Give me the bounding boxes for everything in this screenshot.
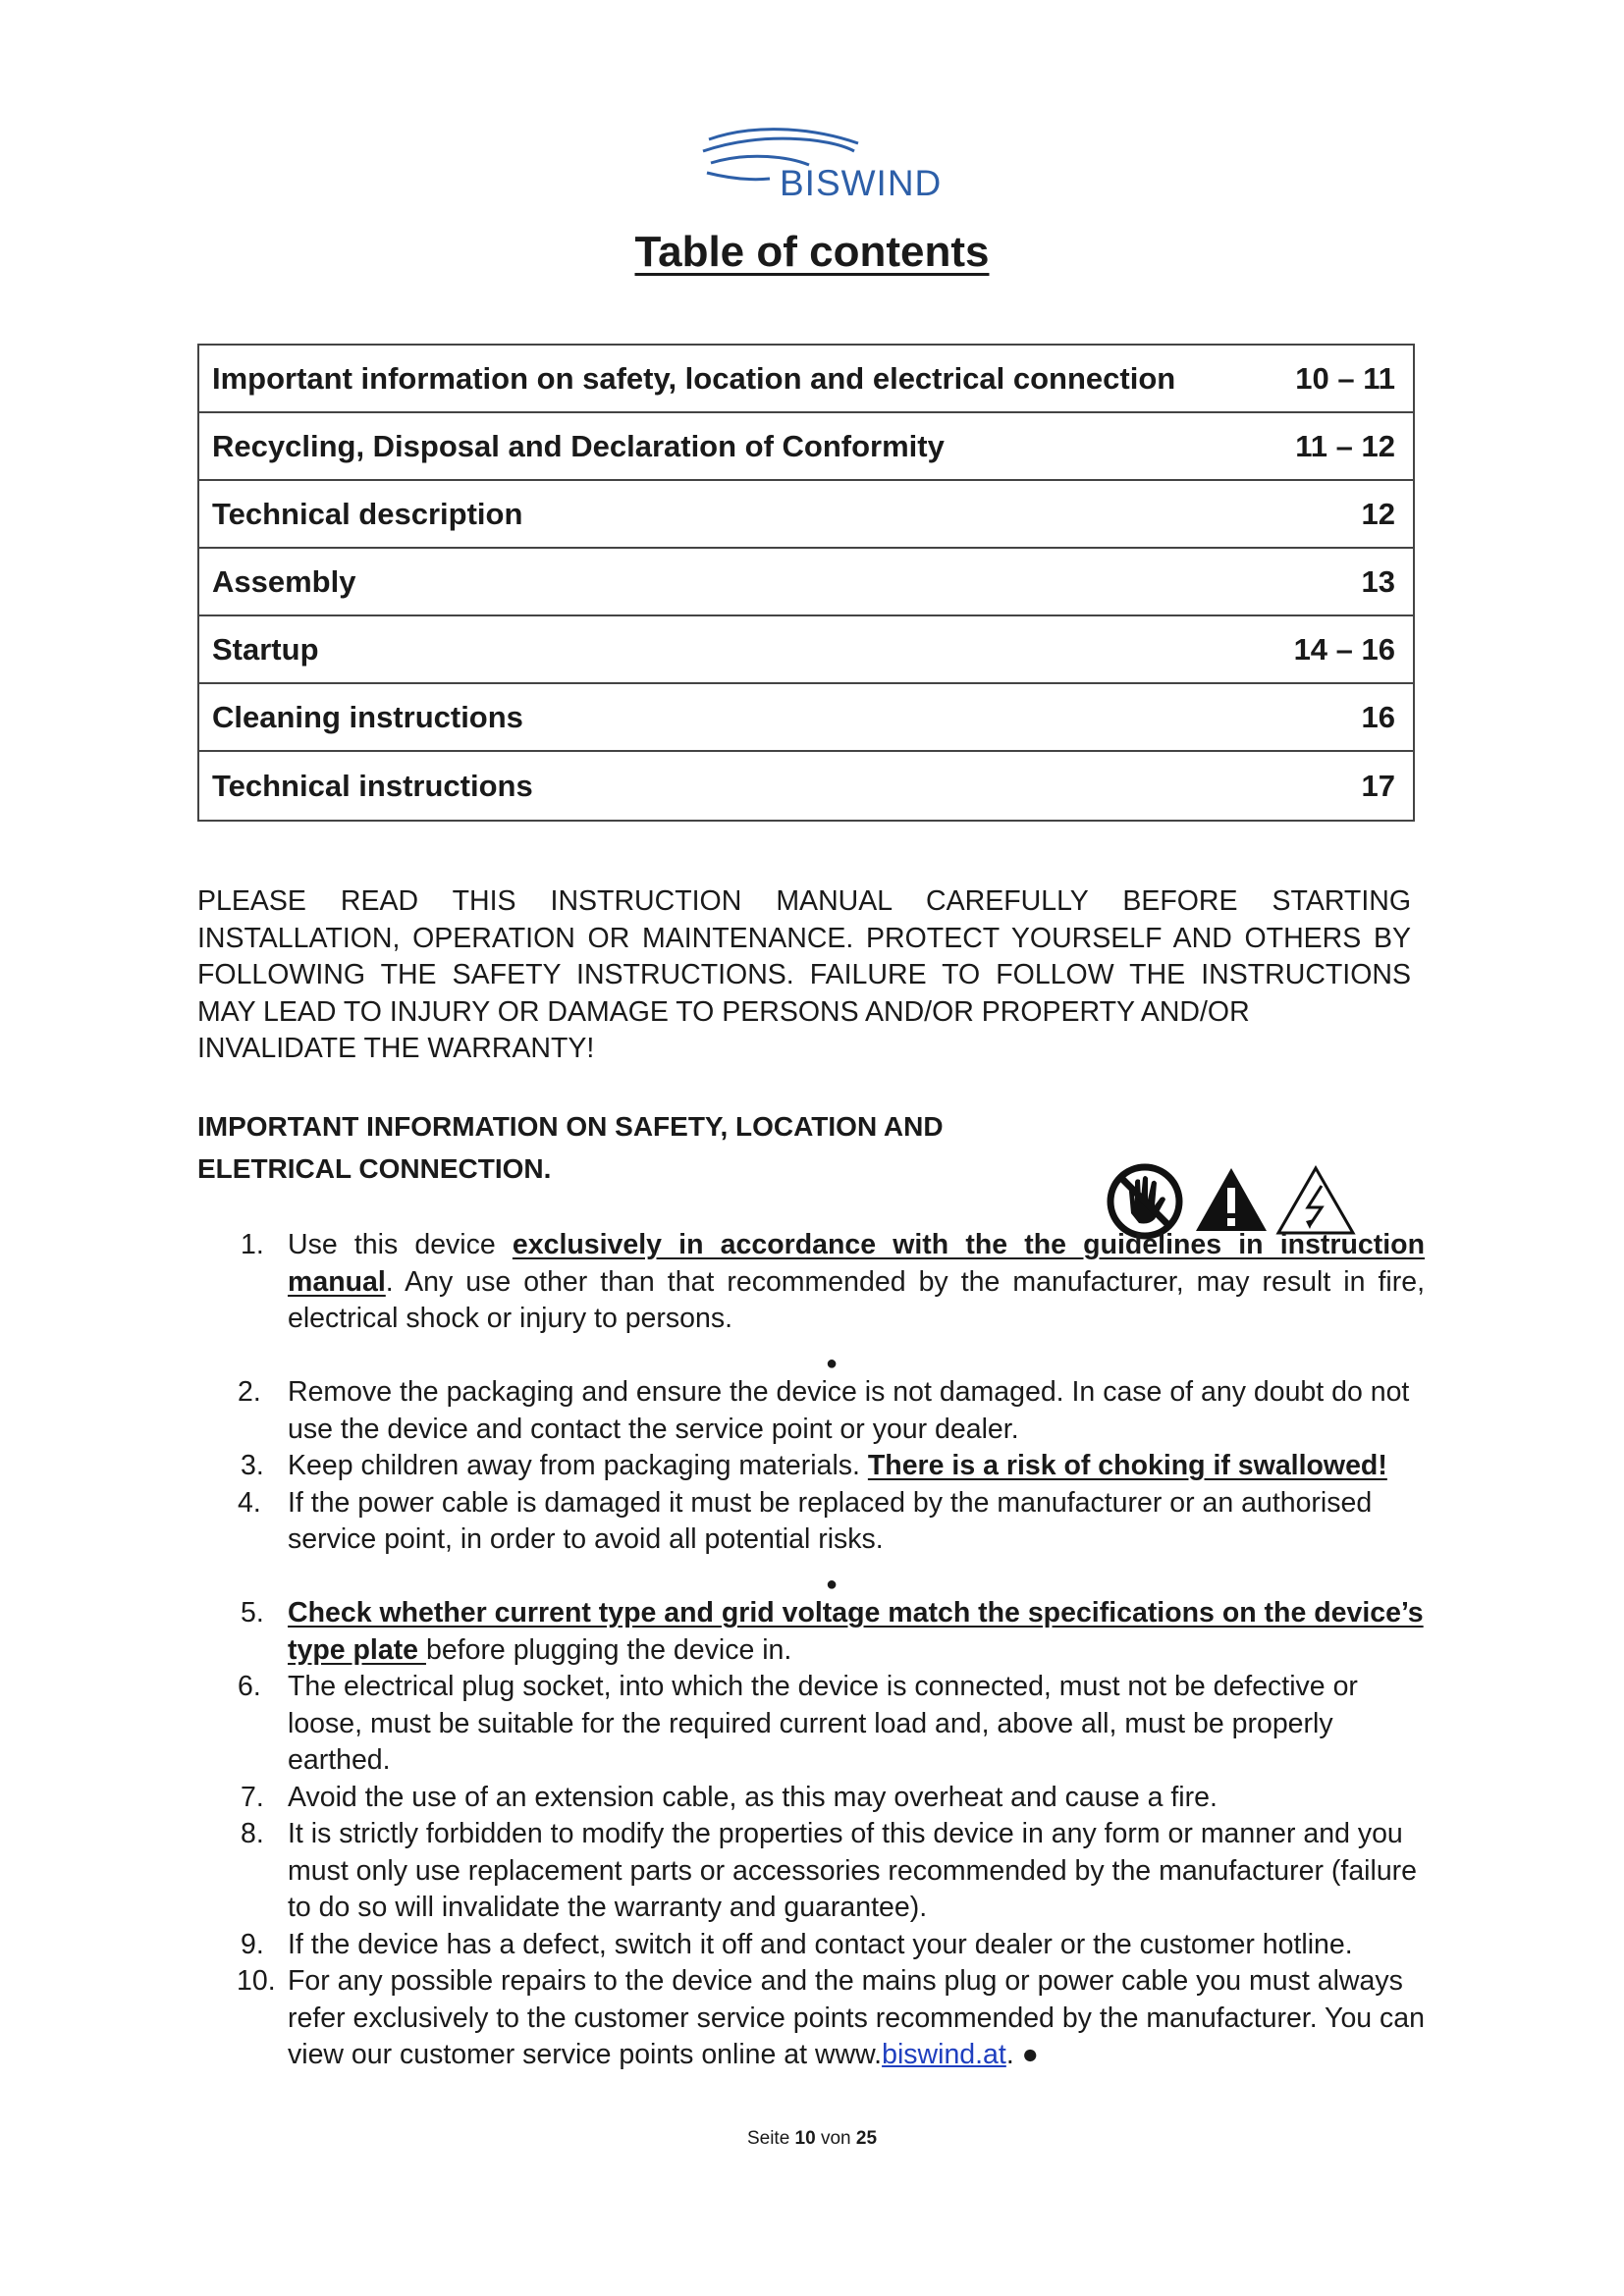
item-emphasis: exclusively in accordance with the the guidelines in instruction manual bbox=[288, 1229, 1425, 1298]
item-text: If the device has a defect, switch it off and contact your dealer or the customer hotline. bbox=[288, 1928, 1353, 1960]
list-number: 9. bbox=[241, 1928, 264, 1960]
toc-row[interactable] bbox=[199, 549, 1413, 616]
electric-hazard-icon bbox=[1278, 1168, 1353, 1233]
item-text: For any possible repairs to the device and the mains plug or power cable you must always refer exclusively to the customer service points recommended by the manufacturer. You can view our customer service points online at www. bbox=[288, 1965, 1426, 2070]
list-item bbox=[197, 1448, 1425, 1485]
do-not-touch-icon bbox=[1110, 1167, 1179, 1236]
list-number: 3. bbox=[241, 1450, 264, 1481]
toc-pages: 13 bbox=[1361, 563, 1395, 599]
toc-pages: 10 – 11 bbox=[1295, 360, 1395, 396]
toc-row[interactable] bbox=[199, 481, 1413, 549]
item-text: Keep children away from packaging materials. bbox=[288, 1450, 868, 1481]
brand-logo bbox=[701, 122, 943, 204]
toc-pages: 14 – 16 bbox=[1293, 631, 1395, 667]
current-page-number: 10 bbox=[794, 2128, 816, 2149]
list-number: 5. bbox=[241, 1597, 264, 1629]
list-number: 7. bbox=[241, 1781, 264, 1813]
list-item bbox=[197, 1595, 1425, 1669]
item-text: before plugging the device in. bbox=[425, 1633, 792, 1666]
website-link[interactable]: biswind.at bbox=[882, 2039, 1006, 2070]
list-item bbox=[197, 1816, 1425, 1927]
toc-label: Startup bbox=[212, 631, 319, 667]
toc-label: Important information on safety, location and electrical connection bbox=[212, 360, 1176, 396]
item-text: Use this device bbox=[288, 1229, 513, 1260]
toc-label: Technical instructions bbox=[212, 768, 533, 803]
list-number: 4. bbox=[238, 1486, 261, 1519]
list-item bbox=[197, 1374, 1425, 1448]
toc-label: Technical description bbox=[212, 496, 523, 531]
item-text: The electrical plug socket, into which the device is connected, must not be defective or loose, must be suitable for the required current load and, above all, must be properly earthed. bbox=[288, 1671, 1358, 1776]
section-heading bbox=[197, 1105, 944, 1190]
toc-row[interactable] bbox=[199, 616, 1413, 684]
page-title: Table of contents bbox=[634, 228, 990, 276]
warning-text-last: INVALIDATE THE WARRANTY! bbox=[197, 1033, 595, 1064]
warning-text: PLEASE READ THIS INSTRUCTION MANUAL CAREFULLY BEFORE STARTING INSTALLATION, OPERATION OR MAINTENANCE. PROTECT YOURSELF AND OTHERS BY FOLLOWING THE SAFETY INSTRUCTIONS. FAILURE TO FOLLOW THE INSTRUCTIONS MAY LEAD TO INJURY OR DAMAGE TO PERSONS AND/OR PROPERTY AND/OR bbox=[197, 885, 1411, 1028]
bullet-separator bbox=[197, 1338, 1425, 1375]
toc-pages: 12 bbox=[1361, 496, 1395, 531]
item-text: . ● bbox=[1005, 2039, 1039, 2070]
item-text: . Any use other than that recommended by the manufacturer, may result in fire, electrical shock or injury to persons. bbox=[288, 1265, 1425, 1334]
toc-table bbox=[197, 344, 1415, 822]
item-text: It is strictly forbidden to modify the properties of this device in any form or manner and you must only use replacement parts or accessories recommended by the manufacturer (failure to do so will invalidate the warranty and guarantee). bbox=[288, 1818, 1418, 1923]
bullet-separator bbox=[197, 1559, 1425, 1596]
list-number: 2. bbox=[238, 1376, 261, 1408]
list-number: 8. bbox=[241, 1818, 264, 1849]
warning-paragraph bbox=[197, 883, 1411, 1068]
total-pages: 25 bbox=[855, 2128, 878, 2149]
bullet-icon: ● bbox=[826, 1352, 839, 1374]
section-heading-line: ELETRICAL CONNECTION. bbox=[197, 1153, 552, 1184]
footer-text: Seite bbox=[746, 2128, 795, 2149]
toc-row[interactable] bbox=[199, 413, 1413, 481]
toc-pages: 16 bbox=[1361, 699, 1395, 734]
bullet-icon: ● bbox=[826, 1573, 839, 1595]
toc-row[interactable] bbox=[199, 346, 1413, 413]
footer-text: von bbox=[815, 2128, 856, 2149]
toc-row[interactable] bbox=[199, 684, 1413, 752]
list-item bbox=[197, 1780, 1425, 1817]
toc-label: Assembly bbox=[212, 563, 356, 599]
toc-pages: 11 – 12 bbox=[1295, 428, 1395, 463]
toc-label: Recycling, Disposal and Declaration of Conformity bbox=[212, 428, 945, 463]
list-number: 10. bbox=[237, 1965, 276, 1997]
list-item bbox=[197, 1669, 1425, 1780]
item-emphasis: Check whether current type and grid voltage match the specifications on the device’s type plate bbox=[288, 1597, 1424, 1666]
list-item bbox=[197, 1963, 1425, 2074]
item-emphasis: There is a risk of choking if swallowed! bbox=[867, 1450, 1387, 1481]
list-number: 1. bbox=[241, 1229, 264, 1260]
toc-row[interactable] bbox=[199, 752, 1413, 820]
item-text: Remove the packaging and ensure the device is not damaged. In case of any doubt do not use the device and contact the service point or your dealer. bbox=[288, 1376, 1410, 1445]
section-heading-line: IMPORTANT INFORMATION ON SAFETY, LOCATION AND bbox=[197, 1111, 944, 1142]
list-number: 6. bbox=[238, 1671, 261, 1702]
list-item bbox=[197, 1485, 1425, 1559]
list-item bbox=[197, 1927, 1425, 1964]
item-text: Avoid the use of an extension cable, as this may overheat and cause a fire. bbox=[288, 1781, 1218, 1813]
logo-text: BISWIND bbox=[780, 163, 943, 203]
toc-pages: 17 bbox=[1361, 768, 1395, 803]
warning-triangle-icon bbox=[1196, 1168, 1267, 1231]
page-footer bbox=[0, 2128, 1624, 2150]
list-item bbox=[197, 1227, 1425, 1338]
safety-instructions-list bbox=[197, 1227, 1425, 2074]
toc-label: Cleaning instructions bbox=[212, 699, 523, 734]
item-text: If the power cable is damaged it must be replaced by the manufacturer or an authorised service point, in order to avoid all potential risks. bbox=[288, 1486, 1373, 1555]
